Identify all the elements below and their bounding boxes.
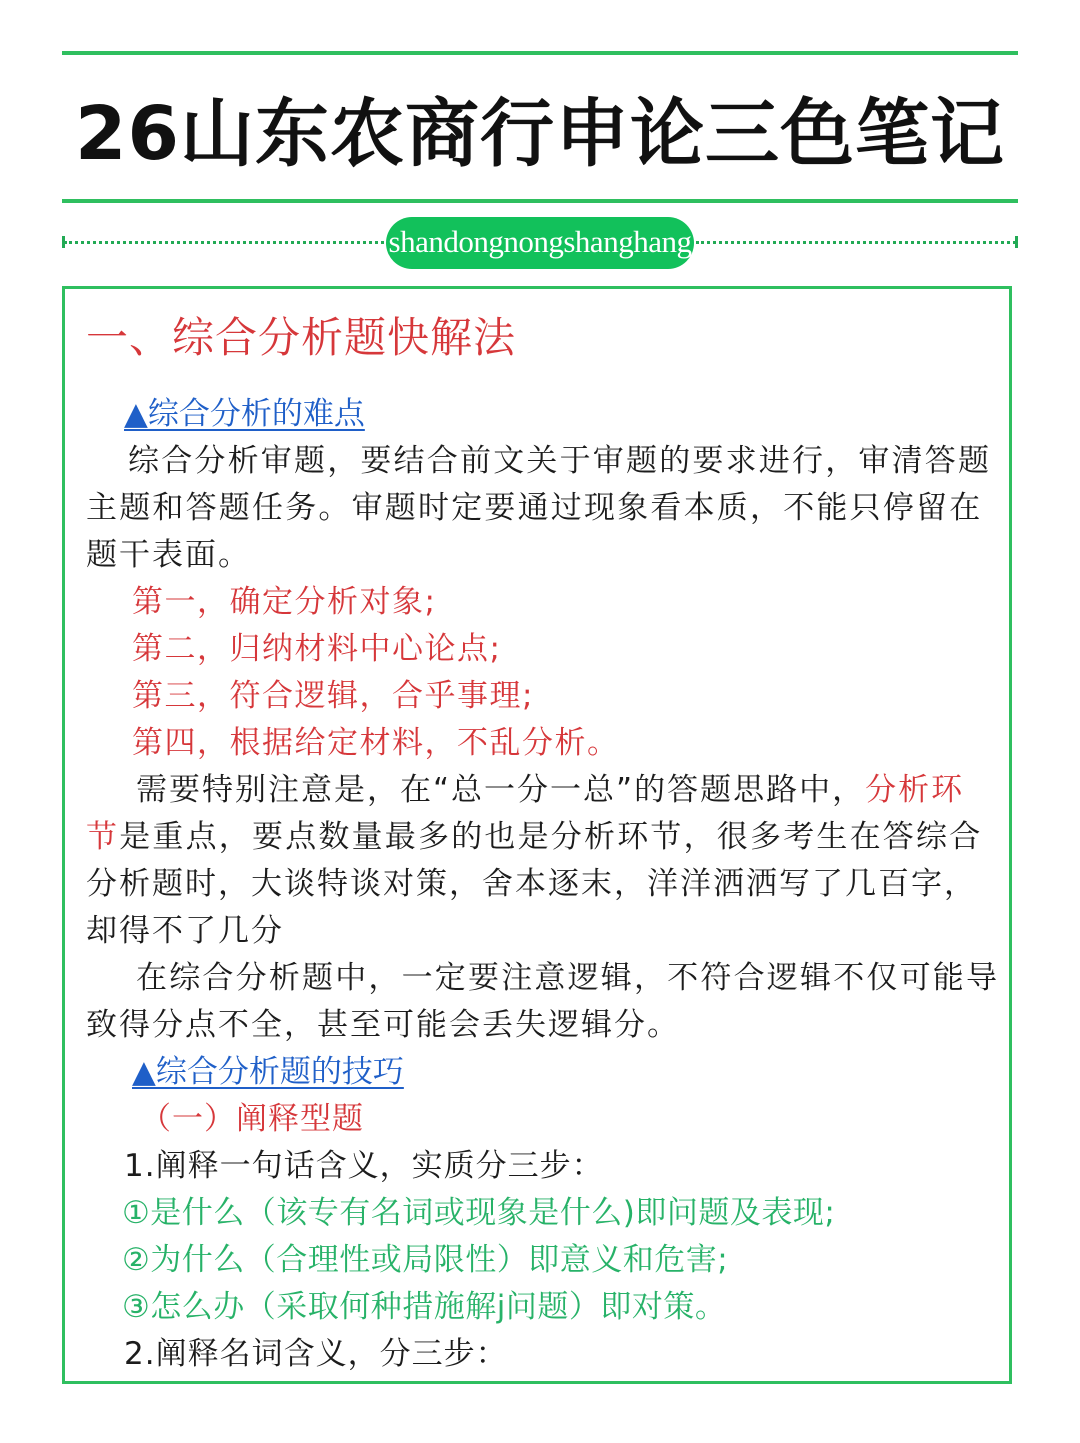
- top-green-rule: [62, 51, 1018, 55]
- divider-right-tick: [1015, 236, 1018, 248]
- emphasis-text: 是重点，要点数量最多的也是分析环节，很多考生在答综合: [119, 819, 983, 855]
- step-item: 第二，归纳材料中心论点;: [132, 631, 502, 667]
- green-step-item: ①是什么（该专有名词或现象是什么)即问题及表现;: [122, 1195, 836, 1231]
- step-item: 第三，符合逻辑，合乎事理;: [132, 678, 534, 714]
- numbered-item: 1.阐释一句话含义，实质分三步：: [124, 1148, 604, 1184]
- title-bottom-rule: [62, 199, 1018, 203]
- divider-right-dotted-line: [696, 241, 1016, 244]
- difficulty-paragraph-line-3: 题干表面。: [86, 537, 251, 573]
- site-pill-badge: shandongnongshanghang: [386, 217, 694, 269]
- subtype-heading: （一）阐释型题: [140, 1101, 364, 1137]
- emphasis-paragraph-line-2: [86, 817, 982, 857]
- numbered-item: 2.阐释名词含义，分三步：: [124, 1336, 508, 1372]
- green-step-item: ②为什么（合理性或局限性）即意义和危害;: [122, 1242, 729, 1278]
- difficulty-subheading: ▲综合分析的难点: [124, 396, 365, 432]
- emphasis-text: 需要特别注意是，在“总一分一总”的答题思路中，: [136, 772, 866, 808]
- page-title: 26山东农商行申论三色笔记: [75, 91, 1005, 177]
- logic-paragraph-line-1: 在综合分析题中，一定要注意逻辑，不符合逻辑不仅可能导: [136, 960, 1000, 996]
- emphasis-paragraph-line-3: 分析题时，大谈特谈对策，舍本逐末，洋洋洒洒写了几百字，: [86, 866, 977, 902]
- step-item: 第四，根据给定材料，不乱分析。: [132, 725, 620, 761]
- difficulty-paragraph-line-2: 主题和答题任务。审题时定要通过现象看本质，不能只停留在: [86, 490, 983, 526]
- step-item: 第一，确定分析对象;: [132, 584, 437, 620]
- logic-paragraph-line-2: 致得分点不全，甚至可能会丢失逻辑分。: [86, 1007, 680, 1043]
- emphasis-paragraph-line-1: [136, 770, 964, 810]
- green-step-item: ③怎么办（采取何种措施解j问题）即对策。: [122, 1289, 727, 1325]
- techniques-subheading: ▲综合分析题的技巧: [132, 1054, 404, 1090]
- emphasis-paragraph-line-4: 却得不了几分: [86, 913, 284, 949]
- section-heading: 一、综合分析题快解法: [86, 313, 517, 362]
- difficulty-paragraph-line-1: 综合分析审题，要结合前文关于审题的要求进行，审清答题: [128, 443, 992, 479]
- emphasis-highlight: 分析环: [865, 772, 965, 808]
- emphasis-highlight: 节: [86, 819, 120, 855]
- divider-left-dotted-line: [64, 241, 384, 244]
